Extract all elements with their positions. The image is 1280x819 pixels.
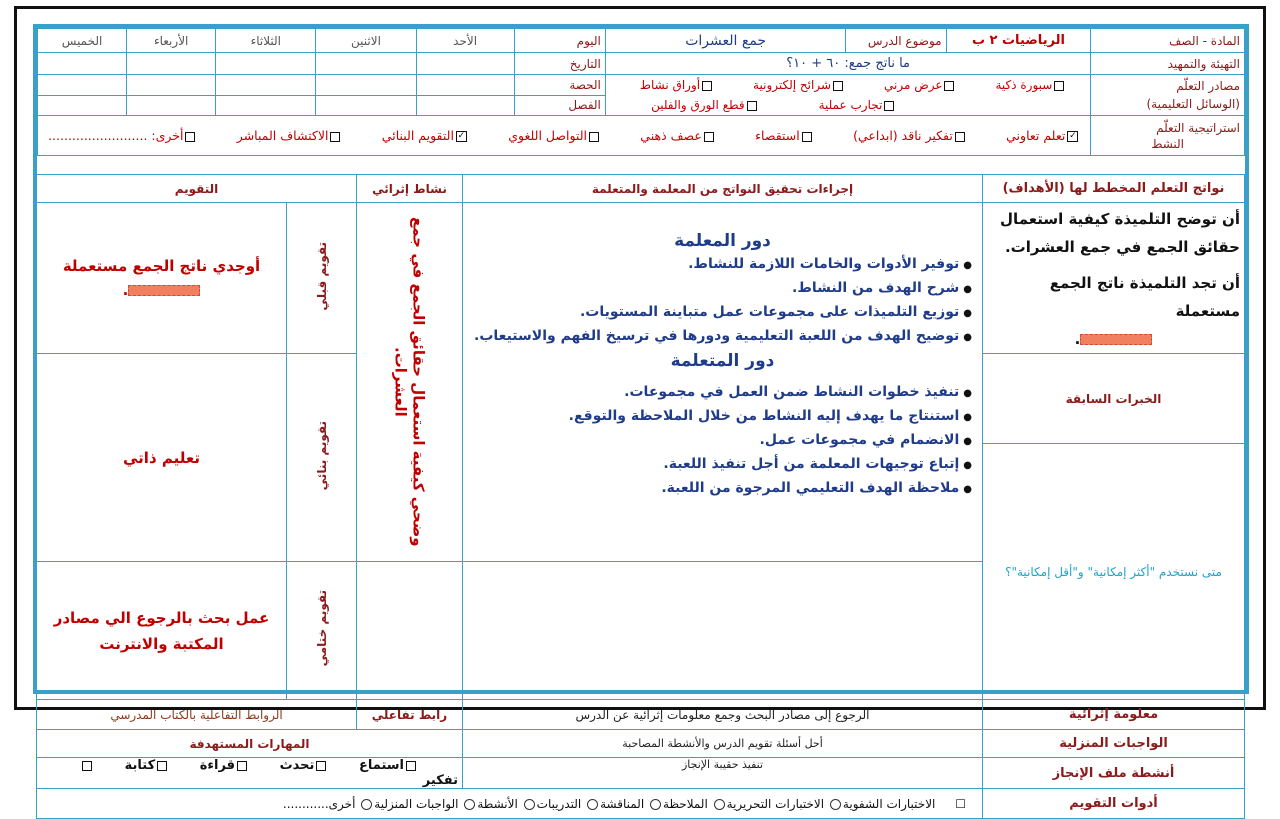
tool-label: الواجبات المنزلية: [374, 796, 459, 811]
evaluation-title: التقويم: [37, 175, 357, 203]
resource-label: تجارب عملية: [818, 98, 883, 112]
resource-slides[interactable]: [753, 75, 845, 95]
checkbox-icon: [833, 81, 843, 91]
formative-label: تقويم بنائي: [314, 420, 329, 491]
student-role-list: [467, 383, 978, 499]
pre-eval-label: تقويم قبلي: [314, 241, 329, 311]
enrich-info-value: الرجوع إلى مصادر البحث وجمع معلومات إثرائية عن الدرس: [463, 700, 983, 730]
checkbox-icon: [802, 132, 812, 142]
skill-writing[interactable]: [125, 758, 170, 773]
tool-label: أخرى............: [282, 796, 356, 811]
tool-written[interactable]: [712, 797, 824, 811]
enrich-info-label: معلومة إثرائية: [983, 700, 1245, 730]
strategy-brainstorm[interactable]: [640, 128, 716, 143]
resource-experiments[interactable]: [819, 95, 897, 115]
day-wednesday: الأربعاء: [127, 29, 216, 53]
tool-discussion[interactable]: [585, 797, 644, 811]
final-eval-label-cell: [287, 562, 357, 700]
interactive-value[interactable]: الروابط التفاعلية بالكتاب المدرسي: [37, 700, 357, 730]
radio-icon: [714, 799, 725, 810]
student-role-title: دور المتعلمة: [670, 351, 775, 371]
checkbox-icon: [185, 132, 195, 142]
class-cell-4: [127, 95, 216, 116]
prior-value: متى نستخدم "أكثر إمكانية" و"أقل إمكانية"؟: [983, 444, 1245, 700]
period-cell-2: [316, 75, 416, 96]
list-item: ● توزيع التلميذات على مجموعات عمل متباينة المستويات.: [467, 303, 972, 323]
pre-eval-cell: أوجدي ناتج الجمع مستعملة .: [37, 203, 287, 354]
list-item: ● توفير الأدوات والخامات اللازمة للنشاط.: [467, 255, 972, 275]
radio-icon: [464, 799, 475, 810]
enrichment-cell: [357, 203, 463, 562]
teacher-role-title: دور المعلمة: [674, 231, 771, 251]
skill-label: استماع: [358, 758, 404, 773]
list-item: ● تنفيذ خطوات النشاط ضمن العمل في مجموعات.: [467, 383, 972, 403]
day-thursday: الخميس: [38, 29, 127, 53]
strategy-label: عصف ذهني: [640, 128, 702, 143]
radio-icon: [650, 799, 661, 810]
period-label: الحصة: [514, 75, 605, 96]
skill-label: كتابة: [124, 758, 156, 773]
homework-value: أحل أسئلة تقويم الدرس والأنشطة المصاحبة: [463, 730, 983, 758]
day-tuesday: الثلاثاء: [216, 29, 316, 53]
tool-observation[interactable]: [648, 797, 708, 811]
pre-eval-text: أوجدي ناتج الجمع مستعملة: [62, 257, 261, 275]
square-box-icon: ☐: [955, 796, 966, 811]
checkbox-icon: [1054, 81, 1064, 91]
pre-eval-label-cell: [287, 203, 357, 354]
checked-box-icon: ✓: [1069, 131, 1077, 141]
checkbox-icon: [944, 81, 954, 91]
resources-label: [1091, 75, 1245, 116]
tool-label: الاختبارات التحريرية: [726, 796, 825, 811]
strategy-label: تعلم تعاوني: [1006, 128, 1066, 143]
strategies-label: [1091, 116, 1245, 156]
class-label: الفصل: [514, 95, 605, 116]
tool-other[interactable]: [283, 797, 356, 811]
strategies-label-line2: النشط: [1151, 136, 1185, 151]
tool-activities[interactable]: [462, 797, 518, 811]
checkbox-icon: [955, 132, 965, 142]
period-cell-4: [127, 75, 216, 96]
strategy-other[interactable]: [48, 128, 197, 143]
checkbox-icon: [884, 101, 894, 111]
formative-label-cell: [287, 354, 357, 562]
date-cell-1: [416, 53, 514, 75]
resource-worksheets[interactable]: [640, 75, 714, 95]
checkbox-icon: [316, 761, 326, 771]
portfolio-label: أنشطة ملف الإنجاز: [983, 758, 1245, 789]
tool-label: التدريبات: [536, 796, 582, 811]
outcomes-title: نواتج التعلم المخطط لها (الأهداف): [983, 175, 1245, 203]
date-cell-5: [38, 53, 127, 75]
checkbox-icon: [702, 81, 712, 91]
tool-homework[interactable]: [359, 797, 458, 811]
strategy-label: استقصاء: [755, 128, 800, 143]
checkbox-icon: [747, 101, 757, 111]
day-label: اليوم: [514, 29, 605, 53]
intro-value: ما ناتج جمع: ٦٠ + ١٠؟: [605, 53, 1090, 75]
skills-title: المهارات المستهدفة: [37, 730, 463, 758]
objective-2-wrapper: أن تجد التلميذة ناتج الجمع مستعملة .: [1049, 274, 1240, 348]
resource-label: قطع الورق والفلين: [651, 98, 745, 112]
checkbox-icon: [704, 132, 714, 142]
strategy-formative[interactable]: [382, 128, 469, 143]
day-sunday: الأحد: [416, 29, 514, 53]
resource-label: أوراق نشاط: [639, 78, 701, 92]
list-item: ● إتباع توجيهات المعلمة من أجل تنفيذ اللعبة.: [467, 455, 972, 475]
date-cell-4: [127, 53, 216, 75]
portfolio-value: تنفيذ حقيبة الإنجاز: [463, 758, 983, 789]
final-eval-label: تقويم ختامي: [314, 590, 329, 667]
objective-2: أن تجد التلميذة ناتج الجمع مستعملة: [1049, 274, 1240, 320]
objectives-cell: [983, 203, 1245, 354]
resources-cell: [605, 75, 1090, 116]
formative-text: تعليم ذاتي: [37, 354, 287, 562]
strategy-label: الاكتشاف المباشر: [236, 128, 329, 143]
resource-flexible-display[interactable]: [884, 75, 957, 95]
list-item: ● شرح الهدف من النشاط.: [467, 279, 972, 299]
period-cell-5: [38, 75, 127, 96]
checked-box-icon: ✓: [457, 131, 466, 141]
skill-label: قراءة: [199, 758, 236, 773]
procedures-cell: [463, 203, 983, 562]
skill-listening[interactable]: [359, 758, 418, 773]
date-cell-3: [216, 53, 316, 75]
tool-label: الملاحظة: [663, 796, 708, 811]
final-eval-text: عمل بحث بالرجوع الي مصادر المكتبة والانترنت: [37, 562, 287, 700]
tool-oral[interactable]: [828, 797, 935, 811]
skills-cell: [37, 758, 463, 789]
class-cell-2: [316, 95, 416, 116]
skill-speaking[interactable]: [280, 758, 329, 773]
checkbox-icon: [157, 761, 167, 771]
redacted-mark: [1080, 334, 1152, 345]
period-cell-1: [416, 75, 514, 96]
strategy-label: التقويم البنائي: [381, 128, 454, 143]
radio-icon: [524, 799, 535, 810]
strategy-label: أخرى: .........................: [48, 128, 184, 143]
list-item: ● استنتاج ما يهدف إليه النشاط من خلال الملاحظة والتوقع.: [467, 407, 972, 427]
strategies-cell: [38, 116, 1091, 156]
interactive-label: رابط تفاعلي: [357, 700, 463, 730]
checkbox-icon: [589, 132, 599, 142]
main-table: [36, 174, 1245, 819]
tool-label: المناقشة: [600, 796, 645, 811]
homework-label: الواجبات المنزلية: [983, 730, 1245, 758]
strategy-language[interactable]: [508, 128, 601, 143]
list-item: ● توضيح الهدف من اللعبة التعليمية ودورها في ترسيخ الفهم والاستيعاب.: [467, 327, 972, 347]
strategy-label: تفكير ناقد (ابداعي): [853, 128, 953, 143]
intro-label: التهيئة والتمهيد: [1091, 53, 1245, 75]
class-cell-3: [216, 95, 316, 116]
class-cell-5: [38, 95, 127, 116]
strategy-label: التواصل اللغوي: [508, 128, 587, 143]
date-cell-2: [316, 53, 416, 75]
resource-label: شرائح إلكترونية: [753, 78, 832, 92]
resource-label: سبورة ذكية: [995, 78, 1053, 92]
procedures-title: إجراءات تحقيق النواتج من المعلمة والمتعلمة: [463, 175, 983, 203]
checkbox-icon: [82, 761, 92, 771]
list-item: ● ملاحظة الهدف التعليمي المرجوة من اللعبة.: [467, 479, 972, 499]
prior-label: الخبرات السابقة: [983, 354, 1245, 444]
radio-icon: [830, 799, 841, 810]
topic-label: موضوع الدرس: [846, 29, 946, 53]
objective-1: أن توضح التلميذة كيفية استعمال حقائق الجمع في جمع العشرات.: [1000, 210, 1240, 256]
skill-reading[interactable]: [200, 758, 249, 773]
strategies-label-line1: استراتيجية التعلّم: [1156, 120, 1240, 135]
radio-icon: [587, 799, 598, 810]
tool-label: الاختبارات الشفوية: [842, 796, 936, 811]
enrichment-cell-bottom: [357, 562, 463, 700]
tool-label: الأنشطة: [477, 796, 518, 811]
redacted-mark: [128, 285, 200, 296]
resource-paper-pieces[interactable]: [651, 95, 758, 115]
checkbox-icon: [406, 761, 416, 771]
strategy-inquiry[interactable]: [755, 128, 814, 143]
strategy-critical-thinking[interactable]: [853, 128, 967, 143]
tools-cell: [37, 789, 983, 819]
skill-label: تحدث: [279, 758, 315, 773]
procedures-cell-bottom: [463, 562, 983, 700]
strategy-cooperative[interactable]: [1006, 128, 1080, 143]
checkbox-icon: [330, 132, 340, 142]
enrichment-text: وضحي كيفية استعمال حقائق الجمع في جمع العشرات.: [391, 217, 428, 547]
strategy-discovery[interactable]: [237, 128, 343, 143]
date-label: التاريخ: [514, 53, 605, 75]
day-monday: الاثنين: [316, 29, 416, 53]
checkbox-icon: [237, 761, 247, 771]
list-item: ● الانضمام في مجموعات عمل.: [467, 431, 972, 451]
tool-exercises[interactable]: [522, 797, 582, 811]
resources-label-line2: (الوسائل التعليمية): [1146, 97, 1240, 111]
period-cell-3: [216, 75, 316, 96]
radio-icon: [361, 799, 372, 810]
enrich-title: نشاط إثرائي: [357, 175, 463, 203]
resources-label-line1: مصادر التعلّم: [1176, 79, 1240, 93]
topic-value: جمع العشرات: [605, 29, 846, 53]
tools-label: أدوات التقويم: [983, 789, 1245, 819]
skill-label: تفكير: [422, 773, 458, 788]
header-table: [37, 28, 1245, 156]
class-cell-1: [416, 95, 514, 116]
resource-label: عرض مرني: [883, 78, 943, 92]
subject-label: المادة - الصف: [1091, 29, 1245, 53]
teacher-role-list: [467, 255, 978, 347]
subject-value: الرياضيات ٢ ب: [946, 29, 1091, 53]
inner-frame: [33, 24, 1249, 811]
resource-smart-board[interactable]: [995, 75, 1066, 95]
